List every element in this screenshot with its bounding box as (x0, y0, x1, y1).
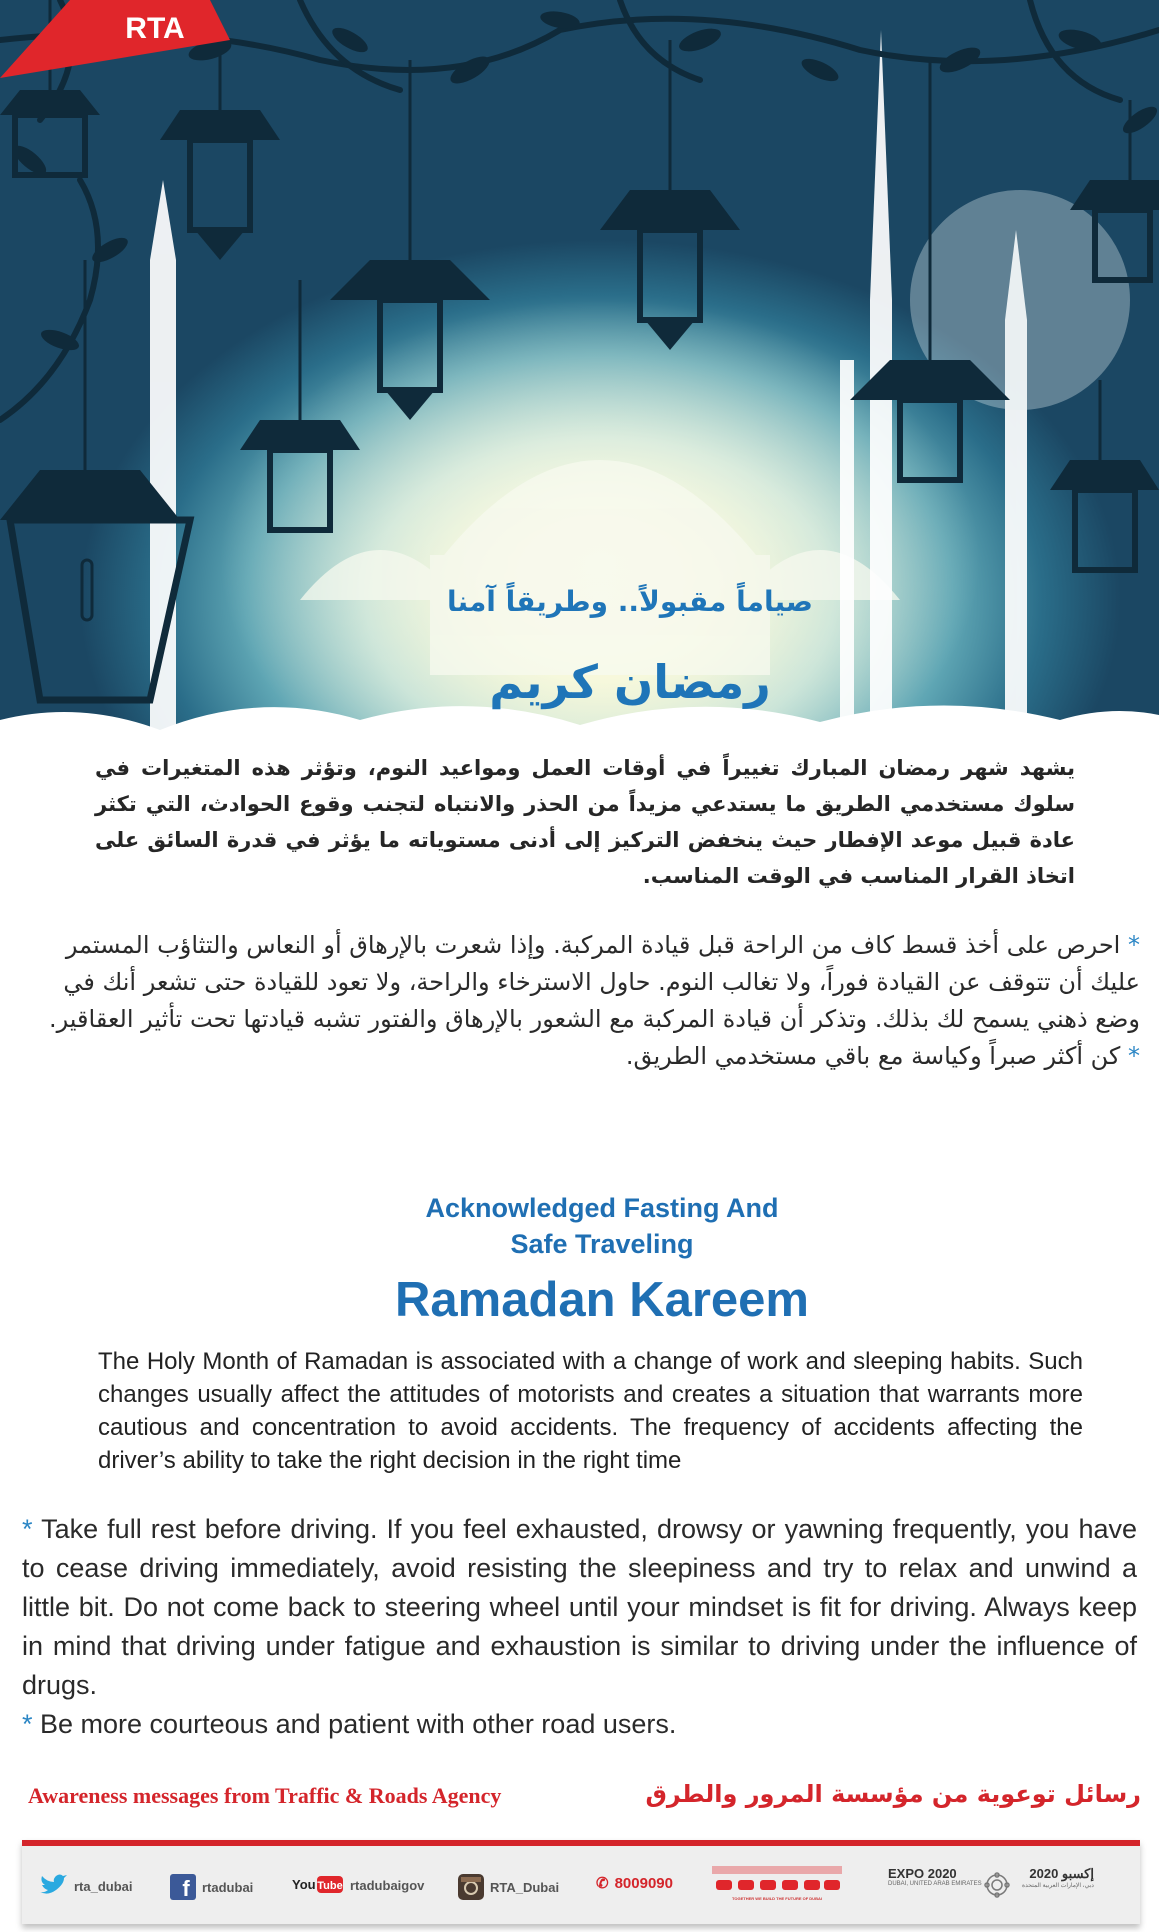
expo-emblem-icon (984, 1872, 1010, 1898)
awareness-title-arabic: رسائل توعوية من مؤسسة المرور والطرق (645, 1780, 1141, 1808)
svg-text:TOGETHER WE BUILD THE FUTURE O: TOGETHER WE BUILD THE FUTURE OF DUBAI (732, 1896, 822, 1901)
english-tagline: Acknowledged Fasting And Safe Traveling (425, 1193, 779, 1259)
social-footer (22, 1840, 1140, 1924)
expo-2020-arabic: إكسبو 2020 دبي، الإمارات العربية المتحدة (1022, 1866, 1094, 1889)
expo-2020-english: EXPO 2020 DUBAI, UNITED ARAB EMIRATES (888, 1866, 982, 1887)
svg-text:Tube: Tube (317, 1880, 343, 1892)
instagram-icon (458, 1874, 484, 1900)
awareness-title-english: Awareness messages from Traffic & Roads Agency (28, 1783, 502, 1808)
svg-text:RTA: RTA (125, 12, 185, 45)
rta-logo (0, 0, 230, 78)
twitter-link[interactable]: rta_dubai (38, 1874, 133, 1898)
youtube-icon (292, 1874, 344, 1896)
bullet-star-icon: * (1120, 931, 1140, 959)
english-title: Ramadan Kareem (395, 1273, 809, 1327)
instagram-link[interactable]: RTA_Dubai (458, 1874, 559, 1900)
svg-text:You: You (292, 1877, 316, 1892)
hero-banner (0, 0, 1159, 760)
english-tips-list (22, 1510, 1137, 1744)
twitter-icon (38, 1874, 68, 1898)
facebook-link[interactable]: f rtadubai (170, 1874, 253, 1900)
dubai-vehicles-icon (712, 1864, 842, 1904)
together-dubai-logo (712, 1864, 842, 1904)
lantern-illustration (0, 0, 1159, 760)
bullet-star-icon: * (22, 1514, 42, 1544)
phone-icon: ✆ (596, 1875, 609, 1892)
arabic-title: رمضان كريم (489, 655, 771, 709)
bullet-star-icon: * (22, 1709, 41, 1739)
arabic-tagline: صياماً مقبولاً.. وطريقاً آمنا (447, 585, 813, 618)
arabic-intro-paragraph: يشهد شهر رمضان المبارك تغييراً في أوقات العمل ومواعيد النوم، وتؤثر هذه المتغيرات في سلوك مستخدمي الطريق ما يستدعي مزيداً من الحذر والانتباه لتجنب وقوع الحوادث، التي تكثر عادة قبيل موعد الإفطار حيث ينخفض التركيز إلى أدنى مستوياته ما يؤثر في قدرة السائق على اتخاذ القرار المناسب في الوقت المناسب. (95, 756, 1075, 888)
arabic-tips-list (22, 927, 1140, 1075)
phone-link[interactable]: ✆ 8009090 (596, 1874, 673, 1892)
arabic-tip-item: * احرص على أخذ قسط كاف من الراحة قبل قيادة المركبة. وإذا شعرت بالإرهاق أو النعاس والتثاؤب المستمر عليك أن تتوقف عن القيادة فوراً، ولا تغالب النوم. حاول الاسترخاء والراحة، ولا تعود للقيادة حتى تشعر أنك في وضع ذهني يسمح لك بذلك. وتذكر أن قيادة المركبة مع الشعور بالإرهاق والفتور تشبه قيادتها تحت تأثير العقاقير. (48, 931, 1140, 1033)
english-tip-item: * Take full rest before driving. If you feel exhausted, drowsy or yawning frequently, you have to cease driving immediately, avoid resisting the sleepiness and try to relax and unwind a little bit. Do not come back to steering wheel until your mindset is fit for driving. Always keep in mind that driving under fatigue and exhaustion is similar to driving under the influence of drugs. (22, 1514, 1137, 1700)
bullet-star-icon: * (1120, 1042, 1140, 1070)
svg-text:f: f (182, 1876, 190, 1900)
english-tip-item: * Be more courteous and patient with other road users. (22, 1709, 677, 1739)
youtube-link[interactable]: You Tube rtadubaigov (292, 1874, 424, 1896)
english-intro-paragraph: The Holy Month of Ramadan is associated with a change of work and sleeping habits. Such changes usually affect the attitudes of motorists and creates a situation that warrants more cautious and concentration to avoid accidents. The frequency of accidents affecting the driver’s ability to take the right decision in the right time (98, 1348, 1083, 1474)
facebook-icon (170, 1874, 196, 1900)
arabic-tip-item: * كن أكثر صبراً وكياسة مع باقي مستخدمي الطريق. (625, 1042, 1140, 1070)
